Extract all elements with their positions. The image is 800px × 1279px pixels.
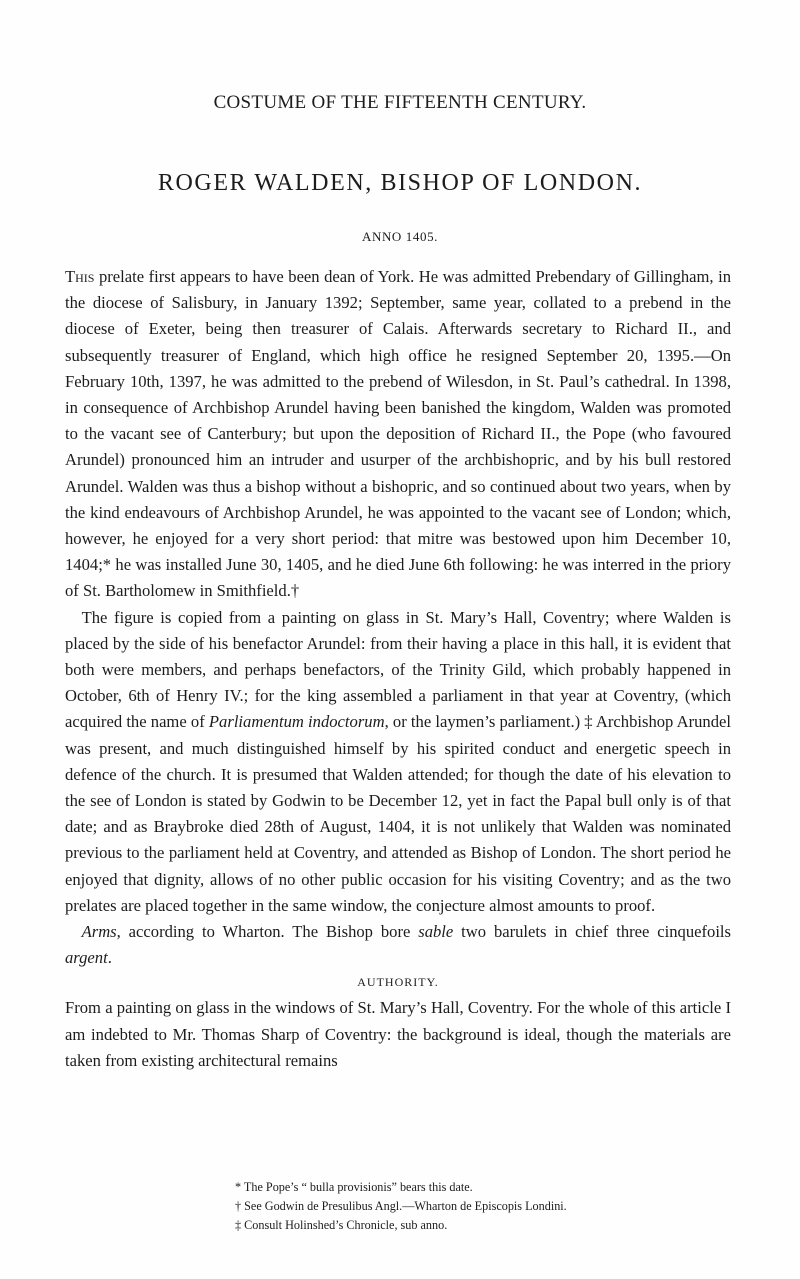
paragraph-2-italic: Parliamentum indoctorum [208,712,385,732]
paragraph-authority [65,995,731,1074]
paragraph-figure [65,605,731,919]
arms-word: Arms [81,922,117,942]
arms-text-1: , according to Wharton. The Bishop bore [116,922,419,942]
paragraph-2-text-after: , or the laymen’s parliament.) ‡ Archbishop Arundel was present, and much distinguished himself by his spirited conduct and energetic speech in defence of the church. It is presumed that Walden attended; for though the date of his elevation to the see of London is stated by Godwin to be December 12, yet in fact the Papal bull only is of that date; and as Braybroke died 28th of August, 1404, it is not unlikely that Walden was nominated previous to the parliament held at Coventry, and attended as Bishop of London. The short period he enjoyed that dignity, allows of no other public occasion for his visiting Coventry; and as the two prelates are placed together in the same window, the conjecture almost amounts to proof. [65,712,732,915]
authority-heading: AUTHORITY. [357,975,439,990]
paragraph-2-text-before: The figure is copied from a painting on glass in St. Mary’s Hall, Coventry; where Walden is placed by the side of his benefactor Arundel: from their having a place in this hall, it is evident that both were members, and perhaps benefactors, of the Trinity Gild, which probably happened in October, 6th of Henry IV.; for the king assembled a parliament in that year at Coventry, (which acquired the name of [65,607,731,732]
footnotes [235,1178,755,1235]
arms-text-2: two barulets in chief three cinquefoils [453,922,731,942]
opening-word: This [65,267,95,286]
footnote: ‡ Consult Holinshed’s Chronicle, sub anno. [235,1218,448,1232]
article-body [65,264,731,1074]
running-head: COSTUME OF THE FIFTEENTH CENTURY. [213,92,587,113]
page-title: ROGER WALDEN, BISHOP OF LONDON. [157,170,643,196]
footnote: * The Pope’s “ bulla provisionis” bears this date. [235,1180,473,1194]
paragraph-arms [65,919,731,971]
date-line: ANNO 1405. [361,229,439,244]
tincture-argent: argent [65,948,108,968]
paragraph-4-text: From a painting on glass in the windows of St. Mary’s Hall, Coventry. For the whole of this article I am indebted to Mr. Thomas Sharp of Coventry: the background is ideal, though the materials are taken from existing architectural remains [65,998,731,1070]
tincture-sable: sable [418,922,454,942]
paragraph-biography [65,264,731,605]
arms-text-3: . [107,948,112,968]
paragraph-1-text: prelate first appears to have been dean of York. He was admitted Prebendary of Gillingham, in the diocese of Salisbury, in January 1392; September, same year, collated to a prebend in the diocese of Exeter, being then treasurer of Calais. Afterwards secretary to Richard II., and subsequently treasurer of England, which high office he resigned September 20, 1395.—On February 10th, 1397, he was admitted to the prebend of Wilesdon, in St. Paul’s cathedral. In 1398, in consequence of Archbishop Arundel having been banished the kingdom, Walden was promoted to the vacant see of Canterbury; but upon the deposition of Richard II., the Pope (who favoured Arundel) pronounced him an intruder and usurper of the archbishopric, and by his bull restored Arundel. Walden was thus a bishop without a bishopric, and so continued about two years, when by the kind endeavours of Archbishop Arundel, he was appointed to the vacant see of London; which, however, he enjoyed for a very short period: that mitre was bestowed upon him December 10, 1404;* he was installed June 30, 1405, and he died June 6th following: he was interred in the priory of St. Bartholomew in Smithfield.† [65,267,731,601]
footnote: † See Godwin de Presulibus Angl.—Wharton de Episcopis Londini. [235,1199,567,1213]
